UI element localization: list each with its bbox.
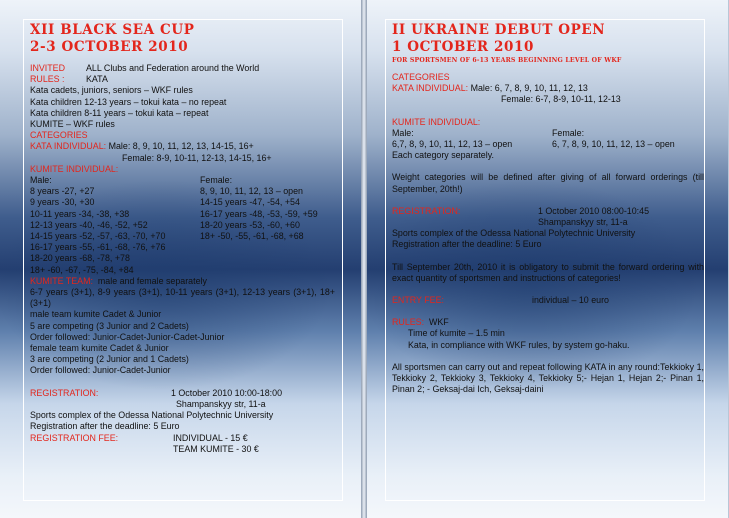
fee-team: TEAM KUMITE - 30 € bbox=[173, 443, 259, 454]
right-page-content bbox=[392, 22, 704, 395]
fee-individual: INDIVIDUAL - 15 € bbox=[173, 432, 248, 443]
rules-value: WKF bbox=[429, 317, 449, 328]
right-page bbox=[367, 0, 728, 518]
weight-note: Weight categories will be defined after giving of all forward orderings (till September, 20th!) bbox=[392, 172, 704, 194]
rule-text: Kata children 8-11 years – tokui kata – repeat bbox=[30, 107, 209, 118]
rules-line bbox=[30, 74, 335, 85]
kumite-female-cell: 8, 9, 10, 11, 12, 13 – open bbox=[200, 186, 303, 197]
after-deadline: Registration after the deadline: 5 Euro bbox=[392, 239, 542, 250]
each-category: Each category separately. bbox=[392, 150, 494, 161]
kata-individual-line bbox=[392, 83, 704, 94]
kumite-male-cell: 10-11 years -34, -38, +38 bbox=[30, 208, 130, 219]
kumite-female-cell: 18+ -50, -55, -61, -68, +68 bbox=[200, 231, 304, 242]
rule-text: Kata, in compliance with WKF rules, by system go-haku. bbox=[408, 339, 630, 350]
registration-label: REGISTRATION: bbox=[30, 387, 99, 398]
categories-heading: CATEGORIES bbox=[30, 130, 88, 141]
left-date-title: 2-3 OCTOBER 2010 bbox=[30, 39, 189, 55]
kumite-values bbox=[392, 139, 704, 150]
kumite-row bbox=[30, 231, 335, 242]
kumite-male-extra: 16-17 years -55, -61, -68, -76, +76 bbox=[30, 242, 166, 253]
kumite-row bbox=[30, 197, 335, 208]
kata-note: All sportsmen can carry out and repeat following KATA in any round:Tekkioky 1, Tekkioky 2, Tekkioky 3, Tekkioky 4, Tekkioky 5;- Hejan 1, Hejan 2;- Pinan 1, Pinan 2; - Geksaj-dai Ich, Geksaj-daini bbox=[392, 361, 704, 395]
kumite-row bbox=[30, 209, 335, 220]
kumite-team-line bbox=[30, 276, 335, 287]
right-subtitle: FOR SPORTSMEN OF 6-13 YEARS BEGINNING LEVEL OF WKF bbox=[392, 57, 622, 64]
entry-fee-line bbox=[392, 295, 704, 306]
left-title: XII BLACK SEA CUP bbox=[30, 22, 195, 38]
kumite-male-cell: 8 years -27, +27 bbox=[30, 186, 95, 197]
kata-individual-male: Male: 6, 7, 8, 9, 10, 11, 12, 13 bbox=[470, 83, 588, 94]
team-line: 5 are competing (3 Junior and 2 Cadets) bbox=[30, 320, 189, 331]
fee-line bbox=[30, 433, 335, 444]
kata-individual-male: Male: 8, 9, 10, 11, 12, 13, 14-15, 16+ bbox=[108, 141, 254, 152]
registration-label: REGISTRATION: bbox=[392, 205, 461, 216]
rules-value: KATA bbox=[86, 74, 108, 85]
registration-address: Shampanskyy str, 11-a bbox=[538, 217, 628, 228]
kumite-heads bbox=[392, 128, 704, 139]
kumite-female-value: 6, 7, 8, 9, 10, 11, 12, 13 – open bbox=[552, 139, 675, 150]
registration-address: Shampanskyy str, 11-a bbox=[176, 398, 266, 409]
rule-text: Kata cadets, juniors, seniors – WKF rules bbox=[30, 85, 193, 96]
kumite-individual-heading: KUMITE INDIVIDUAL: bbox=[30, 163, 119, 174]
kumite-male-cell: 14-15 years -52, -57, -63, -70, +70 bbox=[30, 231, 166, 242]
left-page bbox=[0, 0, 361, 518]
fee-label: REGISTRATION FEE: bbox=[30, 432, 119, 443]
kata-individual-line bbox=[30, 141, 335, 152]
registration-line bbox=[392, 206, 704, 217]
right-title: II UKRAINE DEBUT OPEN bbox=[392, 22, 606, 38]
kata-individual-female: Female: 6-7, 8-9, 10-11, 12-13 bbox=[501, 94, 621, 105]
kumite-male-head: Male: bbox=[392, 127, 414, 138]
rules-label: RULES : bbox=[30, 74, 65, 85]
kata-individual-label: KATA INDIVIDUAL: bbox=[30, 141, 107, 152]
team-line: Order followed: Junior-Cadet-Junior-Cadet-Junior bbox=[30, 331, 225, 342]
kumite-male-cell: 12-13 years -40, -46, -52, +52 bbox=[30, 219, 148, 230]
kumite-female-cell: 18-20 years -53, -60, +60 bbox=[200, 219, 300, 230]
registration-line bbox=[30, 388, 335, 399]
kumite-male-extra: 18+ -60, -67, -75, -84, +84 bbox=[30, 264, 134, 275]
kumite-female-cell: 16-17 years -48, -53, -59, +59 bbox=[200, 208, 318, 219]
kumite-female-cell: 14-15 years -47, -54, +54 bbox=[200, 197, 300, 208]
team-text: 6-7 years (3+1), 8-9 years (3+1), 10-11 years (3+1), 12-13 years (3+1), 18+ (3+1) bbox=[30, 287, 335, 309]
kumite-heads bbox=[30, 175, 335, 186]
rule-text: KUMITE – WKF rules bbox=[30, 119, 115, 130]
left-page-content bbox=[30, 22, 335, 455]
entry-fee-label: ENTRY FEE: bbox=[392, 295, 444, 306]
kumite-row bbox=[30, 220, 335, 231]
kumite-male-cell: 9 years -30, +30 bbox=[30, 197, 95, 208]
kumite-male-value: 6,7, 8, 9, 10, 11, 12, 13 – open bbox=[392, 139, 513, 150]
after-deadline: Registration after the deadline: 5 Euro bbox=[30, 421, 180, 432]
kumite-female-head: Female: bbox=[552, 127, 585, 138]
kumite-female-head: Female: bbox=[200, 175, 233, 186]
venue: Sports complex of the Odessa National Polytechnic University bbox=[392, 228, 636, 239]
rules-line bbox=[392, 317, 704, 328]
invited-label: INVITED bbox=[30, 63, 66, 73]
rule-text: Time of kumite – 1.5 min bbox=[408, 328, 505, 339]
team-line: Order followed: Junior-Cadet-Junior bbox=[30, 365, 171, 376]
entry-fee-value: individual – 10 euro bbox=[532, 295, 609, 306]
invited-line bbox=[30, 63, 335, 74]
registration-date: 1 October 2010 08:00-10:45 bbox=[538, 205, 650, 216]
team-line: 3 are competing (2 Junior and 1 Cadets) bbox=[30, 354, 189, 365]
invited-value: ALL Clubs and Federation around the World bbox=[86, 63, 260, 73]
kumite-individual-heading: KUMITE INDIVIDUAL: bbox=[392, 116, 481, 127]
team-line: male team kumite Cadet & Junior bbox=[30, 309, 162, 320]
kata-individual-label: KATA INDIVIDUAL: bbox=[392, 83, 469, 94]
rule-text: Kata children 12-13 years – tokui kata – no repeat bbox=[30, 96, 227, 107]
forward-note: Till September 20th, 2010 it is obligatory to submit the forward ordering with exact quantity of sportsmen and instructions of categories! bbox=[392, 261, 704, 283]
kumite-male-extra: 18-20 years -68, -78, +78 bbox=[30, 253, 130, 264]
kata-individual-female: Female: 8-9, 10-11, 12-13, 14-15, 16+ bbox=[122, 152, 272, 163]
venue: Sports complex of the Odessa National Polytechnic University bbox=[30, 410, 274, 421]
rules-label: RULES: bbox=[392, 317, 425, 328]
right-date-title: 1 OCTOBER 2010 bbox=[392, 39, 534, 55]
kumite-male-head: Male: bbox=[30, 175, 52, 186]
registration-date: 1 October 2010 10:00-18:00 bbox=[171, 387, 283, 398]
team-line: female team kumite Cadet & Junior bbox=[30, 343, 169, 354]
kumite-row bbox=[30, 186, 335, 197]
kumite-team-label: KUMITE TEAM: bbox=[30, 275, 93, 286]
kumite-team-value: male and female separately bbox=[97, 275, 207, 286]
categories-heading: CATEGORIES bbox=[392, 72, 450, 82]
